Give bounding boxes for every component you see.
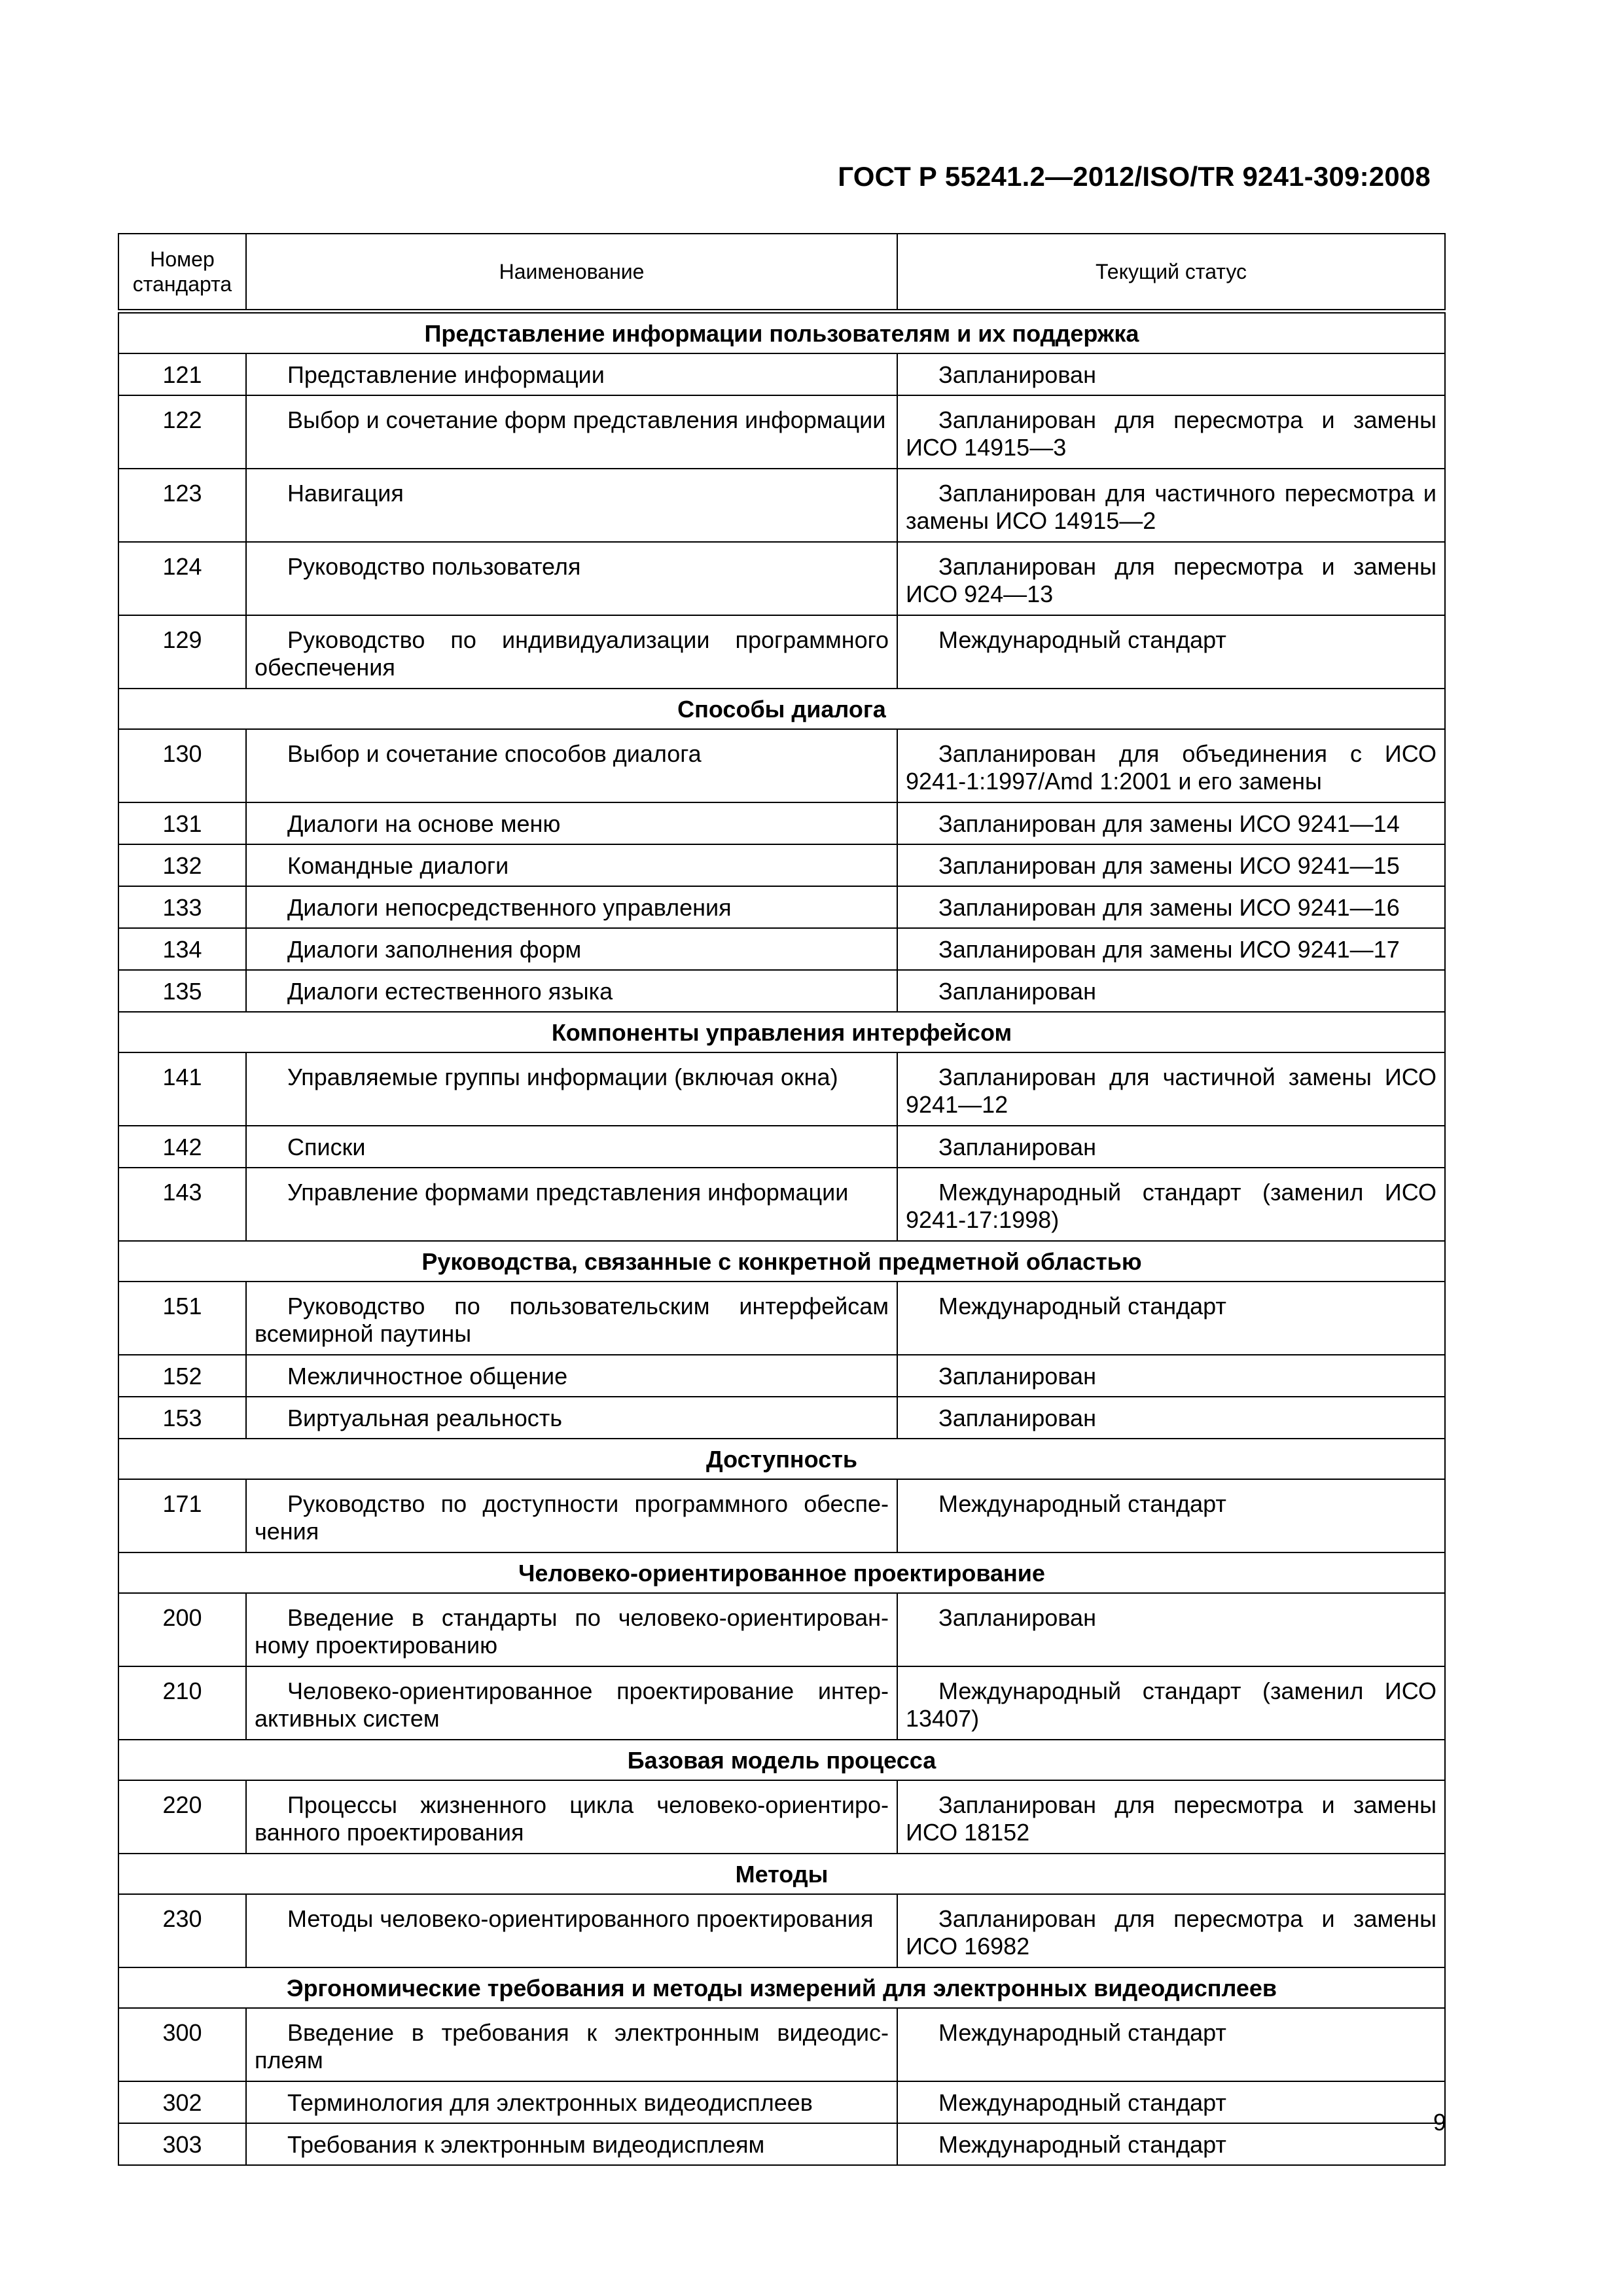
standard-status-cell: Запланирован для пересмотра и замены ИСО 18152 (897, 1780, 1445, 1854)
standard-number-cell: 153 (118, 1397, 246, 1439)
section-row (118, 1241, 1445, 1282)
standard-name-cell: Управляемые группы информации (включая окна) (246, 1052, 897, 1126)
table-row (118, 1666, 1445, 1740)
standard-status-cell: Запланирован (897, 1126, 1445, 1168)
standard-name-cell: Виртуальная реальность (246, 1397, 897, 1439)
standard-number-cell: 300 (118, 2008, 246, 2081)
standard-number-cell: 123 (118, 469, 246, 542)
table-row (118, 844, 1445, 886)
standard-status-cell: Запланирован для частичной замены ИСО 9241—12 (897, 1052, 1445, 1126)
standard-name-cell: Навигация (246, 469, 897, 542)
standard-status-cell: Запланирован (897, 1593, 1445, 1666)
standard-name-cell: Руководство по пользовательским интерфейсам всемирной паутины (246, 1282, 897, 1355)
section-title: Способы диалога (118, 689, 1445, 729)
table-row (118, 1593, 1445, 1666)
standard-status-cell: Запланирован (897, 970, 1445, 1012)
table-row (118, 1780, 1445, 1854)
standard-status-cell: Международный стандарт (897, 2008, 1445, 2081)
table-row (118, 1126, 1445, 1168)
section-title: Компоненты управления интерфейсом (118, 1012, 1445, 1052)
standard-name-cell: Введение в требования к электронным видеодисплеям (246, 2008, 897, 2081)
table-body (118, 312, 1445, 2166)
column-header-name: Наименование (246, 234, 897, 312)
table-row (118, 886, 1445, 928)
table-row (118, 469, 1445, 542)
standard-number-cell: 230 (118, 1894, 246, 1967)
standard-status-cell: Международный стандарт (897, 2123, 1445, 2165)
page-number: 9 (1433, 2109, 1446, 2136)
standard-number-cell: 121 (118, 353, 246, 395)
section-title: Представление информации пользователям и их поддержка (118, 312, 1445, 354)
standard-name-cell: Требования к электронным видеодисплеям (246, 2123, 897, 2165)
standard-number-cell: 151 (118, 1282, 246, 1355)
standard-status-cell: Международный стандарт (897, 1282, 1445, 1355)
standard-name-cell: Выбор и сочетание способов диалога (246, 729, 897, 802)
column-header-status: Текущий статус (897, 234, 1445, 312)
standard-status-cell: Запланирован для замены ИСО 9241—14 (897, 802, 1445, 844)
standard-status-cell: Запланирован для замены ИСО 9241—17 (897, 928, 1445, 970)
table-row (118, 729, 1445, 802)
standard-number-cell: 200 (118, 1593, 246, 1666)
standard-number-cell: 220 (118, 1780, 246, 1854)
standard-name-cell: Межличностное общение (246, 1355, 897, 1397)
standard-number-cell: 152 (118, 1355, 246, 1397)
standard-name-cell: Диалоги естественного языка (246, 970, 897, 1012)
standard-status-cell: Запланирован для пересмотра и замены ИСО 14915—3 (897, 395, 1445, 469)
standard-number-cell: 143 (118, 1168, 246, 1241)
standard-name-cell: Диалоги заполнения форм (246, 928, 897, 970)
table-row (118, 802, 1445, 844)
standard-number-cell: 210 (118, 1666, 246, 1740)
standard-status-cell: Международный стандарт (897, 1479, 1445, 1552)
standard-name-cell: Руководство пользователя (246, 542, 897, 615)
standard-number-cell: 124 (118, 542, 246, 615)
section-row (118, 1740, 1445, 1780)
standard-status-cell: Запланирован для пересмотра и замены ИСО 16982 (897, 1894, 1445, 1967)
standard-status-cell: Международный стандарт (897, 615, 1445, 689)
standard-number-cell: 133 (118, 886, 246, 928)
standard-name-cell: Списки (246, 1126, 897, 1168)
standard-status-cell: Запланирован для пересмотра и замены ИСО 924—13 (897, 542, 1445, 615)
table-row (118, 1282, 1445, 1355)
section-row (118, 312, 1445, 354)
standard-name-cell: Человеко-ориентированное проектирование интерактивных систем (246, 1666, 897, 1740)
section-row (118, 1854, 1445, 1894)
standard-name-cell: Руководство по доступности программного обеспечения (246, 1479, 897, 1552)
section-row (118, 1012, 1445, 1052)
standard-status-cell: Запланирован для объединения с ИСО 9241-1:1997/Amd 1:2001 и его замены (897, 729, 1445, 802)
table-row (118, 615, 1445, 689)
column-header-number: Номер стандарта (118, 234, 246, 312)
table-row (118, 542, 1445, 615)
standard-status-cell: Международный стандарт (897, 2081, 1445, 2123)
standard-number-cell: 171 (118, 1479, 246, 1552)
standard-status-cell: Запланирован (897, 1397, 1445, 1439)
section-row (118, 689, 1445, 729)
table-row (118, 2008, 1445, 2081)
section-title: Человеко-ориентированное проектирование (118, 1552, 1445, 1593)
table-row (118, 928, 1445, 970)
table-row (118, 395, 1445, 469)
section-title: Доступность (118, 1439, 1445, 1479)
standard-status-cell: Запланирован (897, 353, 1445, 395)
standard-number-cell: 129 (118, 615, 246, 689)
standard-name-cell: Процессы жизненного цикла человеко-ориентированного проектирования (246, 1780, 897, 1854)
table-header-row (118, 234, 1445, 312)
standards-table (118, 233, 1446, 2166)
table-row (118, 1894, 1445, 1967)
standard-number-cell: 302 (118, 2081, 246, 2123)
standard-status-cell: Международный стандарт (заменил ИСО 9241-17:1998) (897, 1168, 1445, 1241)
section-row (118, 1967, 1445, 2008)
table-row (118, 1397, 1445, 1439)
standard-name-cell: Управление формами представления информации (246, 1168, 897, 1241)
standard-status-cell: Запланирован (897, 1355, 1445, 1397)
standard-number-cell: 141 (118, 1052, 246, 1126)
standard-status-cell: Запланирован для замены ИСО 9241—16 (897, 886, 1445, 928)
standard-name-cell: Терминология для электронных видеодисплеев (246, 2081, 897, 2123)
table-row (118, 970, 1445, 1012)
standard-number-cell: 132 (118, 844, 246, 886)
standard-number-cell: 122 (118, 395, 246, 469)
standard-name-cell: Диалоги непосредственного управления (246, 886, 897, 928)
standard-name-cell: Методы человеко-ориентированного проектирования (246, 1894, 897, 1967)
section-title: Руководства, связанные с конкретной предметной областью (118, 1241, 1445, 1282)
section-title: Методы (118, 1854, 1445, 1894)
standard-name-cell: Руководство по индивидуализации программного обеспечения (246, 615, 897, 689)
table-row (118, 1479, 1445, 1552)
standard-name-cell: Выбор и сочетание форм представления информации (246, 395, 897, 469)
section-title: Базовая модель процесса (118, 1740, 1445, 1780)
section-row (118, 1439, 1445, 1479)
table-row (118, 1168, 1445, 1241)
standard-name-cell: Введение в стандарты по человеко-ориентированному проектированию (246, 1593, 897, 1666)
standard-status-cell: Запланирован для частичного пересмотра и замены ИСО 14915—2 (897, 469, 1445, 542)
table-row (118, 2123, 1445, 2165)
table-row (118, 1052, 1445, 1126)
standard-name-cell: Представление информации (246, 353, 897, 395)
table-row (118, 2081, 1445, 2123)
standard-name-cell: Диалоги на основе меню (246, 802, 897, 844)
table-row (118, 1355, 1445, 1397)
standard-number-cell: 142 (118, 1126, 246, 1168)
standard-number-cell: 130 (118, 729, 246, 802)
document-header-title: ГОСТ Р 55241.2—2012/ISO/TR 9241-309:2008 (838, 161, 1431, 192)
standard-name-cell: Командные диалоги (246, 844, 897, 886)
standard-status-cell: Запланирован для замены ИСО 9241—15 (897, 844, 1445, 886)
table-row (118, 353, 1445, 395)
standard-number-cell: 135 (118, 970, 246, 1012)
standard-status-cell: Международный стандарт (заменил ИСО 13407) (897, 1666, 1445, 1740)
section-title: Эргономические требования и методы измерений для электронных видеодисплеев (118, 1967, 1445, 2008)
section-row (118, 1552, 1445, 1593)
standard-number-cell: 303 (118, 2123, 246, 2165)
standard-number-cell: 131 (118, 802, 246, 844)
standard-number-cell: 134 (118, 928, 246, 970)
